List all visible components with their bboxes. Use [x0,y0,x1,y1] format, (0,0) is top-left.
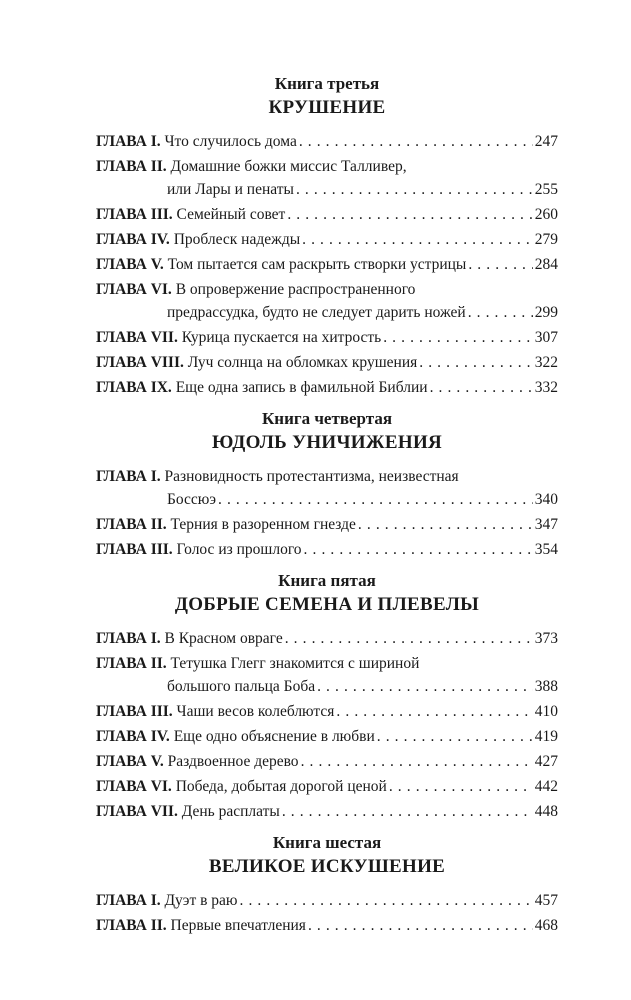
toc-entry-continuation [96,488,558,511]
book-title: ВЕЛИКОЕ ИСКУШЕНИЕ [208,856,446,877]
chapter-label: ГЛАВА II. [96,917,167,934]
page-number: 427 [534,753,558,770]
toc-entry [96,376,558,399]
toc-entry-first-line [96,775,558,798]
toc-entry-first-line [96,725,558,748]
chapter-title: Раздвоенное дерево [167,753,299,770]
toc-entry [96,278,558,324]
chapter-label: ГЛАВА III. [96,541,173,558]
page-number: 307 [534,329,558,346]
toc-entry [96,203,558,226]
book-section [96,72,558,399]
chapter-list [96,889,558,937]
toc-entry-first-line [96,278,558,301]
chapter-title: Терния в разоренном гнезде [170,516,356,533]
toc-entry [96,700,558,723]
chapter-title: Еще одно объяснение в любви [173,728,375,745]
toc-entry [96,228,558,251]
chapter-title: Голос из прошлого [176,541,302,558]
dot-leader [419,351,532,374]
toc-entry-first-line [96,465,558,488]
toc-entry [96,889,558,912]
toc-entry-first-line [96,889,558,912]
page-number: 373 [534,630,558,647]
chapter-list [96,627,558,823]
dot-leader [377,725,533,748]
chapter-label: ГЛАВА III. [96,703,173,720]
chapter-label: ГЛАВА V. [96,256,164,273]
toc-entry [96,914,558,937]
toc-entry-first-line [96,700,558,723]
toc-entry [96,351,558,374]
dot-leader [336,700,532,723]
chapter-label: ГЛАВА VI. [96,281,172,298]
toc-entry-first-line [96,228,558,251]
page-number: 468 [534,917,558,934]
chapter-title: Проблеск надежды [173,231,301,248]
book-section [96,831,558,937]
page-number: 457 [534,892,558,909]
toc-entry-continuation [96,178,558,201]
dot-leader [383,326,533,349]
toc-entry [96,538,558,561]
toc-entry [96,465,558,511]
page-number: 299 [534,304,558,321]
book-label: Книга четвертая [261,409,393,428]
chapter-label: ГЛАВА VI. [96,778,172,795]
book-heading [96,72,558,120]
dot-leader [358,513,533,536]
book-heading [96,569,558,617]
dot-leader [287,203,532,226]
chapter-label: ГЛАВА I. [96,133,161,150]
dot-leader [301,750,533,773]
toc-entry-first-line [96,627,558,650]
toc-entry [96,130,558,153]
page-number: 410 [534,703,558,720]
dot-leader [468,253,532,276]
chapter-title: Домашние божки миссис Талливер, [170,158,407,175]
dot-leader [389,775,533,798]
chapter-label: ГЛАВА IX. [96,379,172,396]
chapter-label: ГЛАВА I. [96,630,161,647]
book-label: Книга третья [274,74,380,93]
chapter-title: Еще одна запись в фамильной Библии [175,379,428,396]
chapter-label: ГЛАВА VII. [96,803,178,820]
page-number: 419 [534,728,558,745]
toc-entry [96,775,558,798]
chapter-title: предрассудка, будто не следует дарить ножей [167,304,466,321]
chapter-title: Дуэт в раю [164,892,238,909]
book-label: Книга пятая [278,571,376,590]
chapter-label: ГЛАВА II. [96,158,167,175]
dot-leader [299,130,533,153]
toc-entry-first-line [96,376,558,399]
chapter-label: ГЛАВА VII. [96,329,178,346]
chapter-label: ГЛАВА II. [96,655,167,672]
chapter-title: Курица пускается на хитрость [181,329,382,346]
table-of-contents [96,72,558,939]
toc-entry-first-line [96,652,558,675]
book-title: ЮДОЛЬ УНИЧИЖЕНИЯ [211,432,443,453]
toc-entry-continuation [96,675,558,698]
toc-entry-first-line [96,513,558,536]
dot-leader [282,800,533,823]
toc-entry-continuation [96,301,558,324]
page-number: 322 [534,354,558,371]
page-number: 247 [534,133,558,150]
chapter-label: ГЛАВА V. [96,753,164,770]
page-number: 354 [534,541,558,558]
toc-entry-first-line [96,253,558,276]
toc-entry-first-line [96,750,558,773]
book-section [96,407,558,561]
page-number: 347 [534,516,558,533]
dot-leader [285,627,533,650]
chapter-title: Чаши весов колеблются [176,703,335,720]
dot-leader [296,178,533,201]
chapter-title: В опровержение распространенного [175,281,416,298]
toc-entry-first-line [96,351,558,374]
chapter-label: ГЛАВА II. [96,516,167,533]
page-number: 332 [534,379,558,396]
dot-leader [317,675,533,698]
chapter-title: Первые впечатления [170,917,306,934]
page-number: 442 [534,778,558,795]
chapter-list [96,465,558,561]
chapter-label: ГЛАВА I. [96,892,161,909]
page-number: 255 [534,181,558,198]
dot-leader [308,914,533,937]
book-title: ДОБРЫЕ СЕМЕНА И ПЛЕВЕЛЫ [174,594,480,615]
chapter-title: Семейный совет [176,206,286,223]
toc-entry [96,652,558,698]
toc-entry-first-line [96,155,558,178]
chapter-label: ГЛАВА IV. [96,728,170,745]
page-number: 388 [534,678,558,695]
toc-entry-first-line [96,130,558,153]
dot-leader [218,488,533,511]
toc-entry [96,326,558,349]
chapter-title: Том пытается сам раскрыть створки устрицы [167,256,467,273]
toc-entry [96,725,558,748]
toc-entry-first-line [96,800,558,823]
chapter-title: или Лары и пенаты [167,181,294,198]
chapter-label: ГЛАВА III. [96,206,173,223]
chapter-title: Разновидность протестантизма, неизвестная [164,468,459,485]
dot-leader [304,538,533,561]
chapter-title: День расплаты [181,803,280,820]
page-number: 284 [534,256,558,273]
toc-entry-first-line [96,203,558,226]
chapter-title: большого пальца Боба [167,678,316,695]
book-label: Книга шестая [272,833,382,852]
dot-leader [240,889,533,912]
book-heading [96,407,558,455]
toc-entry [96,627,558,650]
toc-entry-first-line [96,538,558,561]
book-title: КРУШЕНИЕ [268,97,386,118]
toc-entry [96,155,558,201]
chapter-label: ГЛАВА I. [96,468,161,485]
page-number: 260 [534,206,558,223]
book-section [96,569,558,823]
chapter-list [96,130,558,399]
chapter-title: В Красном овраге [164,630,283,647]
toc-entry [96,800,558,823]
chapter-title: Что случилось дома [164,133,297,150]
dot-leader [468,301,533,324]
page-number: 279 [534,231,558,248]
chapter-title: Тетушка Глегг знакомится с шириной [170,655,420,672]
toc-entry [96,513,558,536]
page-number: 448 [534,803,558,820]
chapter-title: Победа, добытая дорогой ценой [175,778,387,795]
toc-entry [96,750,558,773]
book-heading [96,831,558,879]
dot-leader [430,376,533,399]
toc-entry-first-line [96,914,558,937]
chapter-title: Луч солнца на обломках крушения [187,354,418,371]
chapter-label: ГЛАВА VIII. [96,354,184,371]
dot-leader [302,228,533,251]
toc-entry-first-line [96,326,558,349]
chapter-title: Боссюэ [167,491,217,508]
chapter-label: ГЛАВА IV. [96,231,170,248]
page-number: 340 [534,491,558,508]
toc-entry [96,253,558,276]
